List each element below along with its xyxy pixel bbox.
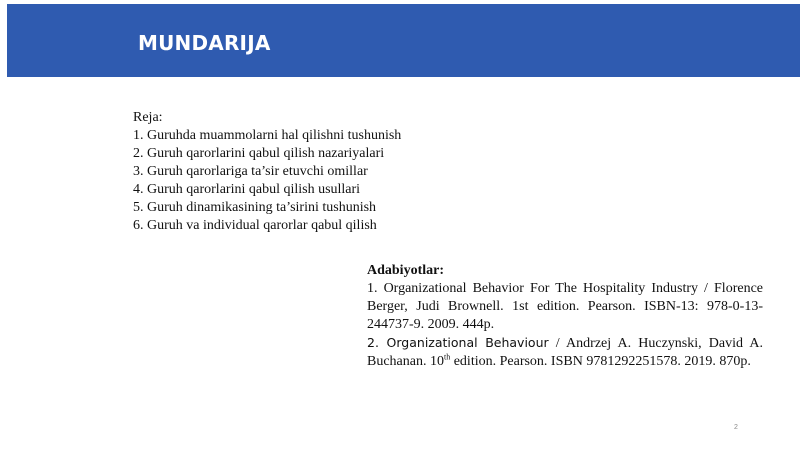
references-heading: Adabiyotlar: xyxy=(367,263,444,278)
plan-heading: Reja: xyxy=(133,110,163,125)
page-number: 2 xyxy=(734,424,738,431)
reference-item-2-title: 2. Organizational Behaviour xyxy=(367,335,549,350)
reference-item-2-sup: th xyxy=(443,352,451,362)
plan-item: 1. Guruhda muammolarni hal qilishni tushunish xyxy=(133,128,402,143)
reference-item-2 xyxy=(367,334,763,371)
slide-title: MUNDARIJA xyxy=(138,31,271,55)
plan-item: 2. Guruh qarorlarini qabul qilish nazariyalari xyxy=(133,146,385,161)
plan-section xyxy=(133,109,473,235)
plan-item: 4. Guruh qarorlarini qabul qilish usullari xyxy=(133,182,361,197)
references-section xyxy=(367,262,763,371)
plan-item: 5. Guruh dinamikasining ta’sirini tushunish xyxy=(133,200,377,215)
reference-item-2-rest: edition. Pearson. ISBN 9781292251578. 2019. 870p. xyxy=(450,354,751,369)
header-band xyxy=(7,4,800,77)
reference-item-2-authors: / Andrzej A. Huczynski, David A. Buchanan. 10 xyxy=(367,336,763,369)
plan-item: 3. Guruh qarorlariga ta’sir etuvchi omillar xyxy=(133,164,368,179)
plan-item: 6. Guruh va individual qarorlar qabul qilish xyxy=(133,218,377,233)
reference-item-1: 1. Organizational Behavior For The Hospitality Industry / Florence Berger, Judi Brownell. 1st edition. Pearson. ISBN-13: 978-0-13-244737-9. 2009. 444p. xyxy=(367,281,763,332)
